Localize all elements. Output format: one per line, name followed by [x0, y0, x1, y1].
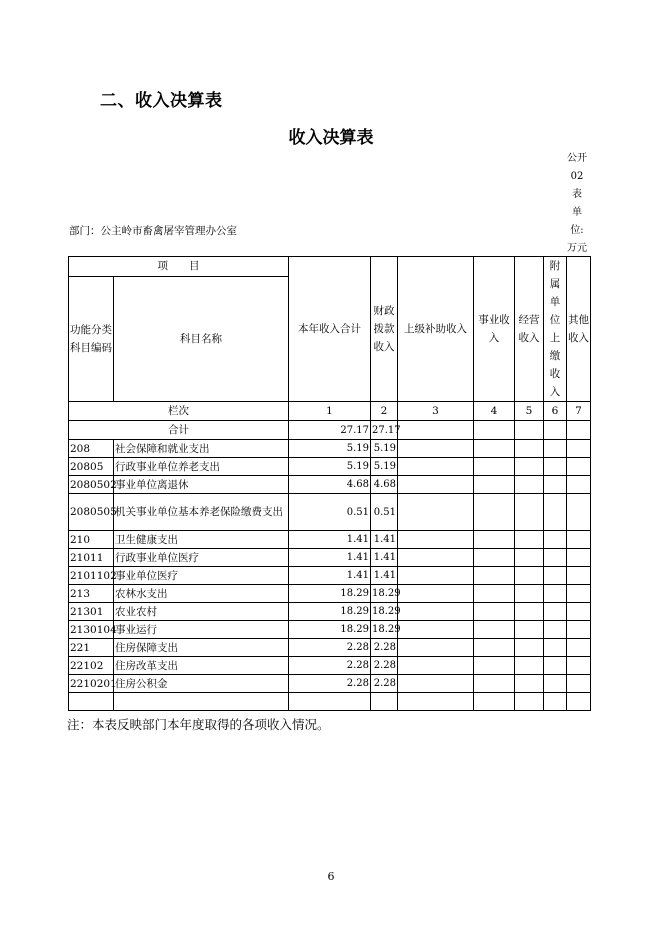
row-code: 21011 — [69, 549, 114, 567]
row-total: 5.19 — [289, 458, 371, 476]
row-fiscal: 1.41 — [371, 549, 398, 567]
row-fiscal: 0.51 — [371, 494, 398, 531]
section-heading: 二、收入决算表 — [100, 91, 223, 111]
row-code: 2210201 — [69, 675, 114, 693]
column-index: 4 — [474, 402, 515, 421]
row-name: 社会保障和就业支出 — [114, 440, 289, 458]
row-fiscal: 2.28 — [371, 639, 398, 657]
row-fiscal: 18.29 — [371, 621, 398, 639]
total-amount: 27.17 — [289, 421, 371, 440]
table-row — [69, 603, 591, 621]
row-total: 18.29 — [289, 585, 371, 603]
table-row — [69, 621, 591, 639]
table-row — [69, 549, 591, 567]
row-code: 2080505 — [69, 494, 114, 531]
header-other: 其他收入 — [567, 257, 591, 402]
row-name: 事业运行 — [114, 621, 289, 639]
unit-line: 单 — [572, 207, 582, 218]
row-fiscal: 4.68 — [371, 476, 398, 494]
header-business: 事业收入 — [474, 257, 515, 402]
header-total: 本年收入合计 — [289, 257, 371, 402]
row-name: 农业农村 — [114, 603, 289, 621]
column-index-label: 栏次 — [69, 402, 289, 421]
row-total: 2.28 — [289, 675, 371, 693]
table-row — [69, 494, 591, 531]
department-label: 部门：公主岭市畜禽屠宰管理办公室 — [69, 225, 237, 237]
total-row — [69, 421, 591, 440]
header-item: 项 目 — [69, 257, 289, 277]
table-row — [69, 476, 591, 494]
page-title: 收入决算表 — [288, 128, 374, 148]
column-index: 6 — [544, 402, 567, 421]
total-fiscal: 27.17 — [371, 421, 398, 440]
table-row — [69, 639, 591, 657]
header-subject-name: 科目名称 — [114, 276, 289, 401]
form-code-line: 表 — [572, 189, 582, 200]
row-fiscal: 5.19 — [371, 440, 398, 458]
row-fiscal: 1.41 — [371, 531, 398, 549]
row-total: 0.51 — [289, 494, 371, 531]
row-name: 事业单位离退休 — [114, 476, 289, 494]
header-operating: 经营收入 — [515, 257, 544, 402]
column-index: 5 — [515, 402, 544, 421]
row-total: 18.29 — [289, 621, 371, 639]
row-name: 卫生健康支出 — [114, 531, 289, 549]
income-table — [68, 256, 591, 711]
row-total: 18.29 — [289, 603, 371, 621]
row-total: 1.41 — [289, 549, 371, 567]
form-code — [562, 150, 592, 258]
unit-line: 万元 — [567, 243, 587, 254]
row-total: 4.68 — [289, 476, 371, 494]
row-code: 22102 — [69, 657, 114, 675]
table-row — [69, 440, 591, 458]
header-affiliated: 附属单位上缴收入 — [544, 257, 567, 402]
row-fiscal: 5.19 — [371, 458, 398, 476]
table-row — [69, 531, 591, 549]
table-row — [69, 458, 591, 476]
row-code: 213 — [69, 585, 114, 603]
row-code: 2101102 — [69, 567, 114, 585]
empty-row — [69, 693, 591, 711]
row-code: 2130104 — [69, 621, 114, 639]
table-row — [69, 567, 591, 585]
table-row — [69, 657, 591, 675]
row-total: 1.41 — [289, 531, 371, 549]
row-code: 20805 — [69, 458, 114, 476]
form-code-line: 公开 — [567, 153, 587, 164]
column-index: 1 — [289, 402, 371, 421]
row-code: 221 — [69, 639, 114, 657]
row-total: 2.28 — [289, 639, 371, 657]
table-row — [69, 585, 591, 603]
row-fiscal: 2.28 — [371, 657, 398, 675]
column-index: 3 — [398, 402, 474, 421]
row-total: 2.28 — [289, 657, 371, 675]
page-number: 6 — [327, 870, 335, 883]
row-name: 行政事业单位养老支出 — [114, 458, 289, 476]
row-code: 208 — [69, 440, 114, 458]
row-fiscal: 18.29 — [371, 585, 398, 603]
row-name: 农林水支出 — [114, 585, 289, 603]
form-code-line: 02 — [570, 171, 584, 182]
total-label: 合计 — [69, 421, 289, 440]
unit-line: 位: — [570, 225, 584, 236]
row-name: 住房改革支出 — [114, 657, 289, 675]
row-name: 住房公积金 — [114, 675, 289, 693]
row-fiscal: 2.28 — [371, 675, 398, 693]
header-func-code: 功能分类科目编码 — [69, 276, 114, 401]
column-index: 7 — [567, 402, 591, 421]
header-fiscal: 财政拨款收入 — [371, 257, 398, 402]
row-code: 21301 — [69, 603, 114, 621]
table-row — [69, 675, 591, 693]
row-fiscal: 1.41 — [371, 567, 398, 585]
row-name: 行政事业单位医疗 — [114, 549, 289, 567]
row-name: 机关事业单位基本养老保险缴费支出 — [114, 494, 289, 531]
header-superior: 上级补助收入 — [398, 257, 474, 402]
row-total: 1.41 — [289, 567, 371, 585]
row-fiscal: 18.29 — [371, 603, 398, 621]
table-note: 注：本表反映部门本年度取得的各项收入情况。 — [67, 717, 330, 732]
row-code: 210 — [69, 531, 114, 549]
row-total: 5.19 — [289, 440, 371, 458]
row-code: 2080502 — [69, 476, 114, 494]
row-name: 住房保障支出 — [114, 639, 289, 657]
row-name: 事业单位医疗 — [114, 567, 289, 585]
column-index: 2 — [371, 402, 398, 421]
